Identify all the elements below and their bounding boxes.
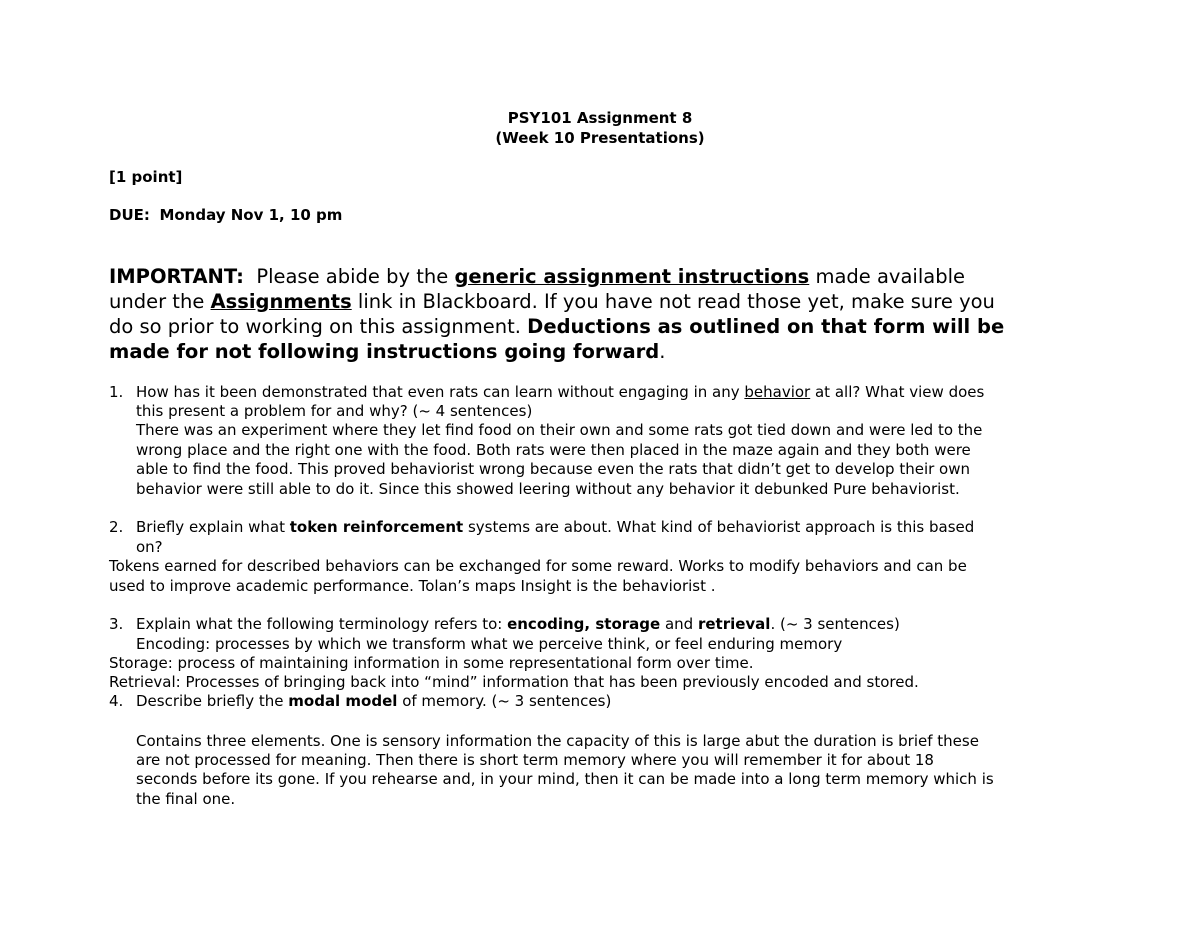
answer-4-line: are not processed for meaning. Then there is short term memory where you will remember it for about 18 <box>136 751 934 769</box>
due-label: DUE: <box>109 206 150 224</box>
deductions-warning: made for not following instructions going forward <box>109 340 660 363</box>
answer-3-storage: Storage: process of maintaining information in some representational form over time. <box>109 654 754 672</box>
behavior-underlined: behavior <box>744 383 811 401</box>
answer-1-line: wrong place and the right one with the food. Both rats were then placed in the maze again and they both were <box>136 441 971 459</box>
important-text: under the <box>109 290 211 313</box>
important-text: Please abide by the <box>256 265 455 288</box>
token-reinforcement-term: token reinforcement <box>289 518 464 536</box>
important-line-4 <box>109 339 665 364</box>
important-text: . <box>659 340 666 363</box>
answer-4-line: Contains three elements. One is sensory information the capacity of this is large abut the duration is brief these <box>136 732 979 750</box>
answer-3-encoding: Encoding: processes by which we transform what we perceive think, or feel enduring memory <box>136 635 843 653</box>
question-1 <box>109 383 984 403</box>
question-text: Briefly explain what <box>136 518 290 536</box>
answer-2-line: used to improve academic performance. Tolan’s maps Insight is the behaviorist . <box>109 577 716 595</box>
due-value: Monday Nov 1, 10 pm <box>159 206 343 224</box>
answer-3-retrieval: Retrieval: Processes of bringing back into “mind” information that has been previously encoded and stored. <box>109 673 919 691</box>
document-subtitle: (Week 10 Presentations) <box>495 129 705 147</box>
question-number: 4. <box>109 692 124 710</box>
question-text: systems are about. What kind of behaviorist approach is this based <box>463 518 975 536</box>
answer-2-line: Tokens earned for described behaviors can be exchanged for some reward. Works to modify behaviors and can be <box>109 557 967 575</box>
question-2-line-2: on? <box>136 538 163 556</box>
retrieval-term: retrieval <box>697 615 771 633</box>
answer-4-line: seconds before its gone. If you rehearse and, in your mind, then it can be made into a long term memory which is <box>136 770 994 788</box>
question-4 <box>109 692 611 712</box>
due-line <box>109 206 342 226</box>
document-title: PSY101 Assignment 8 <box>507 109 693 127</box>
question-number: 2. <box>109 518 124 536</box>
deductions-warning: Deductions as outlined on that form will be <box>527 315 1005 338</box>
question-text: and <box>660 615 698 633</box>
question-number: 3. <box>109 615 124 633</box>
question-1-line-2: this present a problem for and why? (~ 4 sentences) <box>136 402 533 420</box>
answer-1-line: behavior were still able to do it. Since this showed leering without any behavior it debunked Pure behaviorist. <box>136 480 960 498</box>
question-text: at all? What view does <box>810 383 985 401</box>
question-2 <box>109 518 974 538</box>
encoding-storage-term: encoding, storage <box>507 615 661 633</box>
modal-model-term: modal model <box>288 692 398 710</box>
important-line-3 <box>109 314 1004 339</box>
question-text: How has it been demonstrated that even rats can learn without engaging in any <box>136 383 745 401</box>
question-number: 1. <box>109 383 124 401</box>
generic-instructions-link[interactable]: generic assignment instructions <box>454 265 810 288</box>
question-text: . (~ 3 sentences) <box>770 615 900 633</box>
question-text: of memory. (~ 3 sentences) <box>397 692 612 710</box>
important-line-1 <box>109 264 965 289</box>
question-text: Explain what the following terminology refers to: <box>136 615 508 633</box>
points-label: [1 point] <box>109 168 183 186</box>
answer-1-line: There was an experiment where they let find food on their own and some rats got tied down and were led to the <box>136 421 983 439</box>
assignments-link[interactable]: Assignments <box>210 290 352 313</box>
answer-1-line: able to find the food. This proved behaviorist wrong because even the rats that didn’t get to develop their own <box>136 460 971 478</box>
important-label: IMPORTANT: <box>109 265 244 288</box>
important-text: do so prior to working on this assignment. <box>109 315 528 338</box>
question-text: Describe briefly the <box>136 692 289 710</box>
question-3 <box>109 615 900 635</box>
answer-4-line: the final one. <box>136 790 236 808</box>
important-line-2 <box>109 289 995 314</box>
important-text: link in Blackboard. If you have not read those yet, make sure you <box>351 290 995 313</box>
important-text: made available <box>809 265 965 288</box>
